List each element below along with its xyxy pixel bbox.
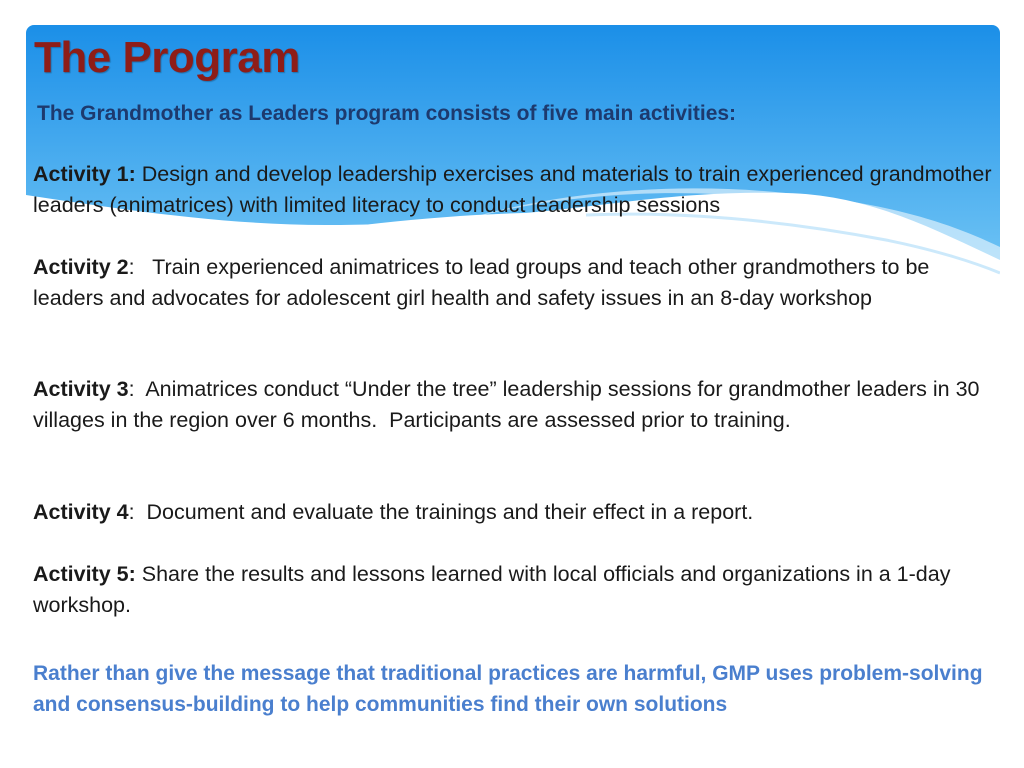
activity-label: Activity 2 bbox=[33, 255, 129, 279]
activity-text: Design and develop leadership exercises and materials to train experienced grandmother leaders (animatrices) with limited literacy to conduct leadership sessions bbox=[33, 162, 992, 217]
closing-statement: Rather than give the message that traditional practices are harmful, GMP uses problem-solving and consensus-building to help communities find their own solutions bbox=[33, 662, 983, 716]
slide-title: The Program bbox=[34, 33, 300, 82]
activity-text: : Document and evaluate the trainings and their effect in a report. bbox=[128, 500, 754, 524]
activity-5 bbox=[33, 559, 993, 621]
activity-label: Activity 4 bbox=[33, 500, 129, 524]
activity-text: Share the results and lessons learned with local officials and organizations in a 1-day workshop. bbox=[33, 562, 951, 617]
activity-label: Activity 3 bbox=[33, 377, 129, 401]
activity-text: : Animatrices conduct “Under the tree” leadership sessions for grandmother leaders in 30 villages in the region over 6 months. Participants are assessed prior to training. bbox=[33, 377, 986, 432]
activity-3 bbox=[33, 374, 993, 436]
activity-text: : Train experienced animatrices to lead groups and teach other grandmothers to be leaders and advocates for adolescent girl health and safety issues in an 8-day workshop bbox=[33, 255, 936, 310]
activity-4 bbox=[33, 497, 993, 528]
slide-subtitle: The Grandmother as Leaders program consists of five main activities: bbox=[37, 102, 737, 125]
activity-1 bbox=[33, 159, 993, 221]
activity-2 bbox=[33, 252, 993, 314]
activity-label: Activity 5: bbox=[33, 562, 136, 586]
activity-label: Activity 1: bbox=[33, 162, 136, 186]
